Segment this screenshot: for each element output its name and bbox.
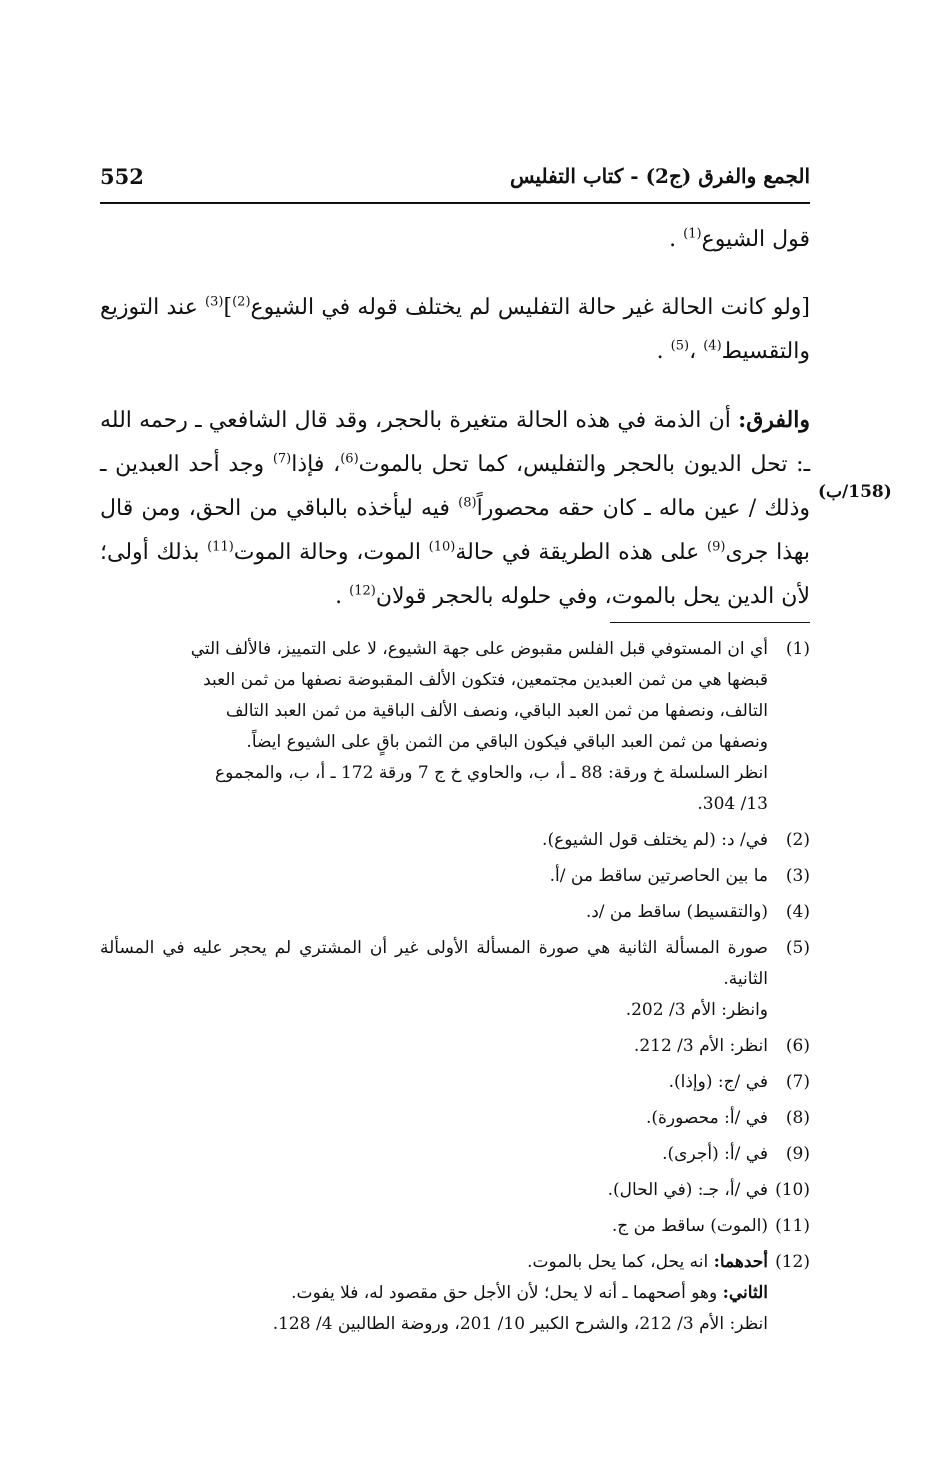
footnote-ref: (12) xyxy=(349,583,376,599)
margin-folio-note: (158/ب) xyxy=(818,482,892,502)
paragraph-2: [ولو كانت الحالة غير حالة التفليس لم يختلف قوله في الشيوع$^{(2)}$]$^{(3)}$ عند التوزيع والتقسيط$^{(4)}$ ،$^{(5)}$ . xyxy=(100,294,810,364)
footnote-ref: (2) xyxy=(232,294,251,310)
main-text xyxy=(100,218,810,619)
footnote-number: (2) xyxy=(785,830,810,850)
page-header xyxy=(100,162,810,204)
footnote-5: (5) صورة المسألة الثانية هي صورة المسألة الأولى غير أن المشتري لم يحجر عليه في المسألة الثانية. وانظر: الأم 3/ 202. xyxy=(100,933,810,1026)
footnote-9: (9) في /أ: (أجرى). xyxy=(100,1139,810,1170)
footnote-3: (3) ما بين الحاصرتين ساقط من /أ. xyxy=(100,861,810,892)
footnote-number: (7) xyxy=(785,1072,810,1092)
footnote-divider xyxy=(610,622,810,623)
footnote-number: (3) xyxy=(785,866,810,886)
footnote-2: (2) في/ د: (لم يختلف قول الشيوع). xyxy=(100,825,810,856)
footnote-ref: (5) xyxy=(670,338,690,354)
footnote-ref: (8) xyxy=(458,495,477,511)
footnote-ref: (10) xyxy=(428,539,456,555)
footnote-ref: (4) xyxy=(703,338,722,354)
footnote-ref: (3) xyxy=(205,294,224,310)
paragraph-1: قول الشيوع$^{(1)}$ . xyxy=(669,226,810,252)
footnote-number: (10) xyxy=(775,1180,810,1200)
term-heading: والفرق: xyxy=(738,407,810,433)
paragraph-3: والفرق: أن الذمة في هذه الحالة متغيرة بالحجر، وقد قال الشافعي ـ رحمه الله ـ: تحل الديون بالحجر والتفليس، كما تحل بالموت$^{(6)}$، فإذا$^{(7)}$ وجد أحد العبدين ـ وذلك / عين ماله ـ كان حقه محصوراً$^{(8)}$ فيه ليأخذه بالباقي من الحق، ومن قال بهذا جرى$^{(9)}$ على هذه الطريقة في حالة$^{(10)}$ الموت، وحالة الموت$^{(11)}$ بذلك أولى؛ لأن الدين يحل بالموت، وفي حلوله بالحجر قولان$^{(12)}$ . xyxy=(100,407,811,609)
footnote-number: (9) xyxy=(785,1144,810,1164)
footnotes: (1) أي ان المستوفي قبل الفلس مقبوض على جهة الشيوع، لا على التمييز، فالألف التي قبضها هي من ثمن العبدين مجتمعين، فتكون الألف المقبوضة نصفها من ثمن العبد التالف، ونصفها من ثمن العبد الباقي، ونصف الألف الباقية من ثمن العبد التالف ونصفها من ثمن العبد الباقي فيكون الباقي من الثمن باقٍ على الشيوع ايضاً. انظر السلسلة خ ورقة: 88 ـ أ، ب، والحاوي خ ج 7 ورقة 172 ـ أ، ب، والمجموع 13/ 304. (2) في/ د: (لم يختلف قول الشيوع). (3) ما بين الحاصرتين ساقط من /أ. (4) (والتقسيط) ساقط من /د. (5) صورة المسألة الثانية هي صورة المسألة الأولى غير أن المشتري لم يحجر عليه في المسألة الثانية. وانظر: الأم 3/ 202. (6) انظر: الأم 3/ 212. (7) في /ج: (وإذا). (8) في /أ: محصورة). (9) في /أ: (أجرى). (10) في /أ، جـ: (في الحال). (11) (الموت) ساقط من ج. (12) أحدهما: انه يحل، كما يحل بالموت. الثاني: وهو أصحهما ـ أنه لا يحل؛ لأن الأجل حق مقصود له، فلا يفوت. انظر: الأم 3/ 212، والشرح الكبير 10/ 201، وروضة الطالبين 4/ 128. xyxy=(100,634,810,1340)
footnote-4: (4) (والتقسيط) ساقط من /د. xyxy=(100,897,810,928)
footnote-ref: (6) xyxy=(340,451,359,467)
footnote-12: (12) أحدهما: انه يحل، كما يحل بالموت. xyxy=(100,1247,810,1278)
footnote-ref: (7) xyxy=(272,451,292,467)
page-number: 552 xyxy=(100,164,144,189)
footnote-number: (12) xyxy=(775,1252,810,1272)
footnote-6: (6) انظر: الأم 3/ 212. xyxy=(100,1031,810,1062)
footnote-8: (8) في /أ: محصورة). xyxy=(100,1103,810,1134)
footnote-ref: (1) xyxy=(683,226,702,242)
footnote-10: (10) في /أ، جـ: (في الحال). xyxy=(100,1175,810,1206)
footnote-number: (6) xyxy=(785,1036,810,1056)
footnote-number: (1) xyxy=(785,639,810,659)
footnote-ref: (9) xyxy=(707,539,726,555)
footnote-11: (11) (الموت) ساقط من ج. xyxy=(100,1211,810,1242)
footnote-number: (4) xyxy=(785,902,810,922)
footnote-7: (7) في /ج: (وإذا). xyxy=(100,1067,810,1098)
footnote-number: (8) xyxy=(785,1108,810,1128)
running-title: الجمع والفرق (ج2) - كتاب التفليس xyxy=(509,164,810,188)
footnote-number: (11) xyxy=(775,1216,810,1236)
footnote-number: (5) xyxy=(785,938,810,958)
footnote-1: (1) أي ان المستوفي قبل الفلس مقبوض على جهة الشيوع، لا على التمييز، فالألف التي قبضها هي من ثمن العبدين مجتمعين، فتكون الألف المقبوضة نصفها من ثمن العبد التالف، ونصفها من ثمن العبد الباقي، ونصف الألف الباقية من ثمن العبد التالف ونصفها من ثمن العبد الباقي فيكون الباقي من الثمن باقٍ على الشيوع ايضاً. انظر السلسلة خ ورقة: 88 ـ أ، ب، والحاوي خ ج 7 ورقة 172 ـ أ، ب، والمجموع 13/ 304. xyxy=(100,634,810,820)
footnote-ref: (11) xyxy=(207,539,234,555)
